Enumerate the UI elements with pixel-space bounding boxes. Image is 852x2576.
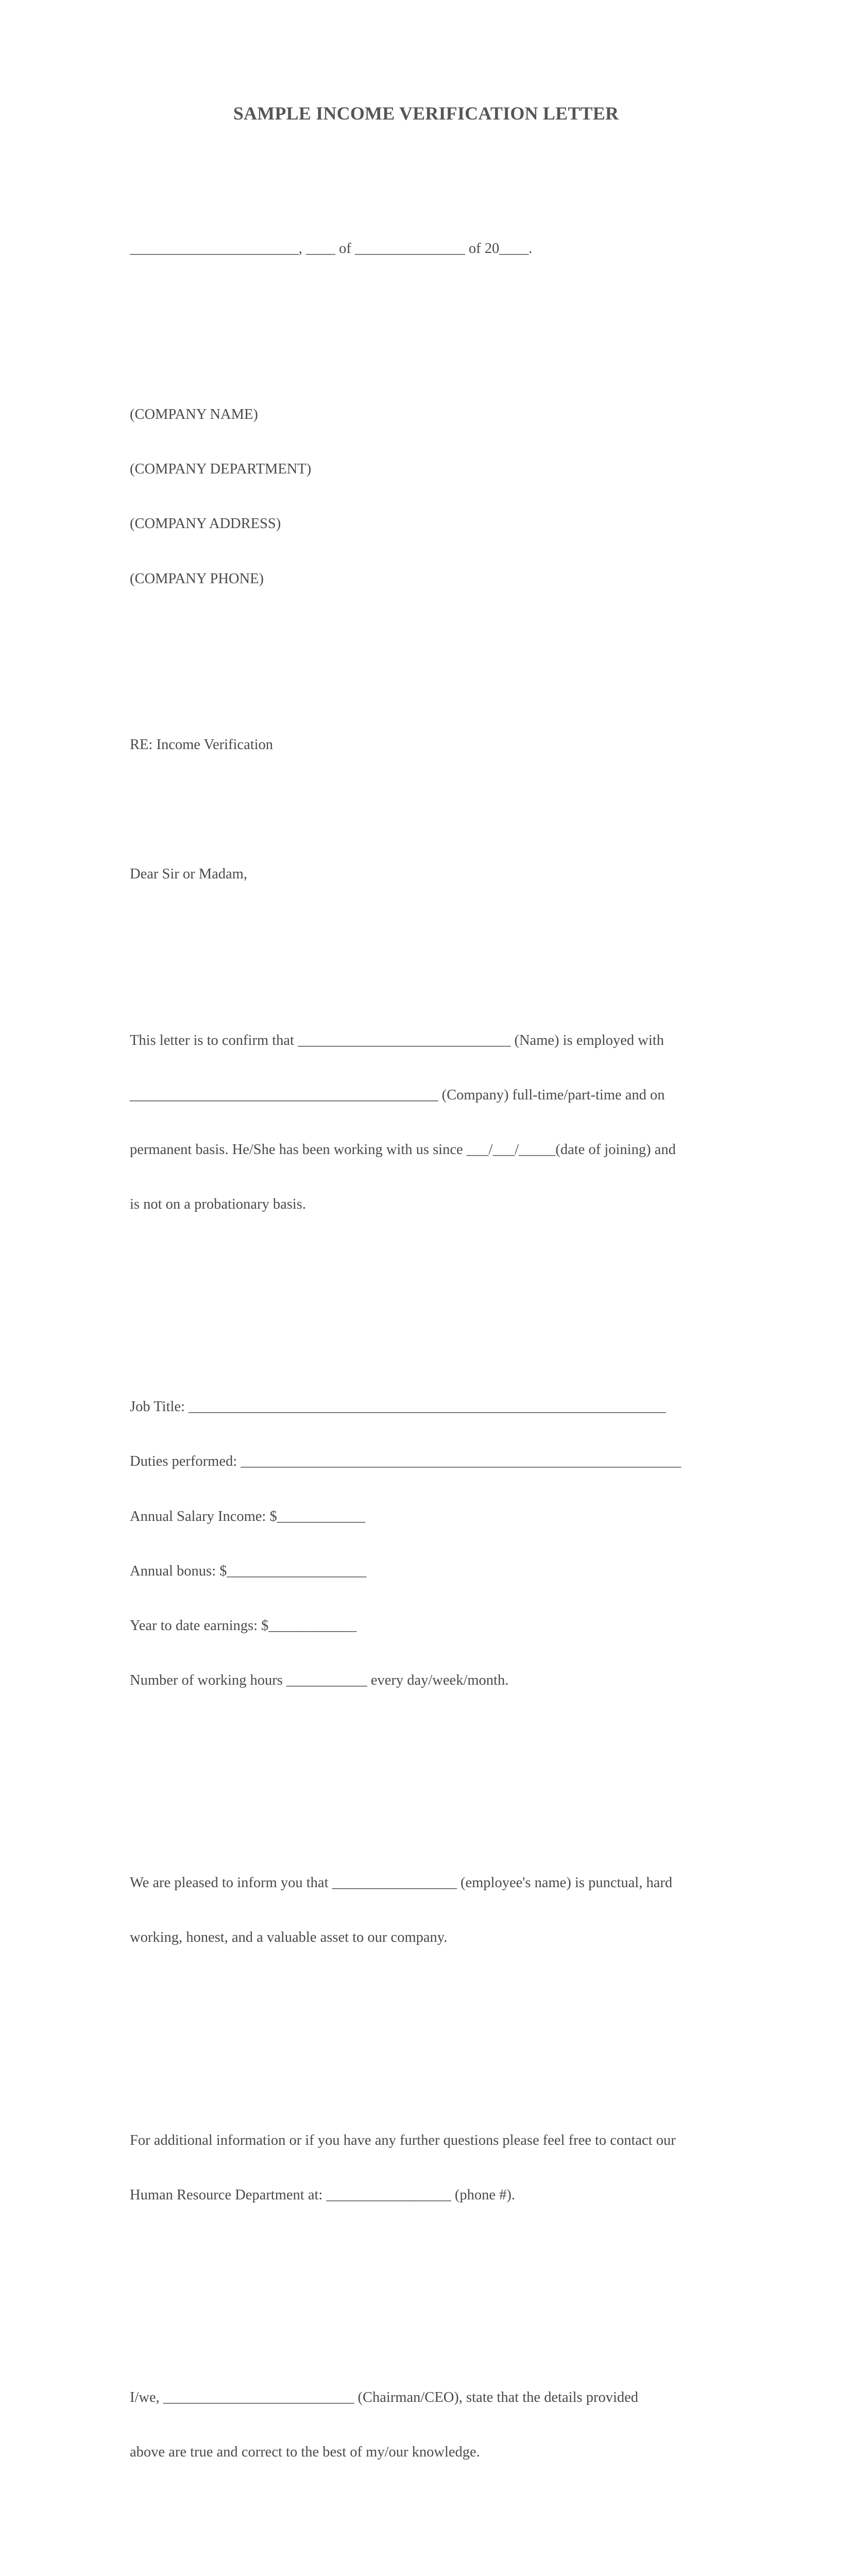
- fields-block: [130, 1361, 727, 1726]
- confirm-line: is not on a probationary basis.: [130, 1196, 306, 1213]
- company-name: (COMPANY NAME): [130, 406, 258, 423]
- annual-bonus-field: Annual bonus: $___________________: [130, 1563, 367, 1579]
- statement-line: above are true and correct to the best of my/our knowledge.: [130, 2444, 480, 2460]
- confirm-line: permanent basis. He/She has been working with us since ___/___/_____(date of joining) and: [130, 1141, 676, 1158]
- ytd-earnings-field: Year to date earnings: $____________: [130, 1618, 357, 1634]
- duties-field: Duties performed: ____________________________________________________________: [130, 1453, 681, 1470]
- confirm-line: This letter is to confirm that _____________________________ (Name) is employed with: [130, 1032, 664, 1048]
- confirm-line: __________________________________________ (Company) full-time/part-time and on: [130, 1087, 665, 1103]
- statement-paragraph: [130, 2352, 727, 2498]
- confirm-paragraph: [130, 995, 727, 1250]
- contact-line: For additional information or if you have any further questions please feel free to contact our: [130, 2132, 676, 2148]
- pleased-line: working, honest, and a valuable asset to our company.: [130, 1929, 448, 1946]
- salutation: Dear Sir or Madam,: [130, 866, 247, 883]
- letter-title: SAMPLE INCOME VERIFICATION LETTER: [233, 103, 619, 124]
- contact-line: Human Resource Department at: _________________ (phone #).: [130, 2187, 515, 2203]
- company-department: (COMPANY DEPARTMENT): [130, 461, 312, 478]
- pleased-line: We are pleased to inform you that _________________ (employee's name) is punctual, hard: [130, 1875, 673, 1891]
- re-line: RE: Income Verification: [130, 736, 274, 753]
- company-block: [130, 369, 727, 624]
- working-hours-field: Number of working hours ___________ every day/week/month.: [130, 1672, 509, 1689]
- contact-paragraph: [130, 2095, 727, 2241]
- statement-line: I/we, __________________________ (Chairman/CEO), state that the details provided: [130, 2389, 639, 2405]
- job-title-field: Job Title: _________________________________________________________________: [130, 1399, 666, 1415]
- letter-body: [130, 203, 727, 2576]
- company-address: (COMPANY ADDRESS): [130, 516, 281, 532]
- annual-salary-field: Annual Salary Income: $____________: [130, 1508, 365, 1524]
- date-line: _______________________, ____ of _______________ of 20____.: [130, 240, 533, 257]
- pleased-paragraph: [130, 1837, 727, 1983]
- company-phone: (COMPANY PHONE): [130, 570, 264, 587]
